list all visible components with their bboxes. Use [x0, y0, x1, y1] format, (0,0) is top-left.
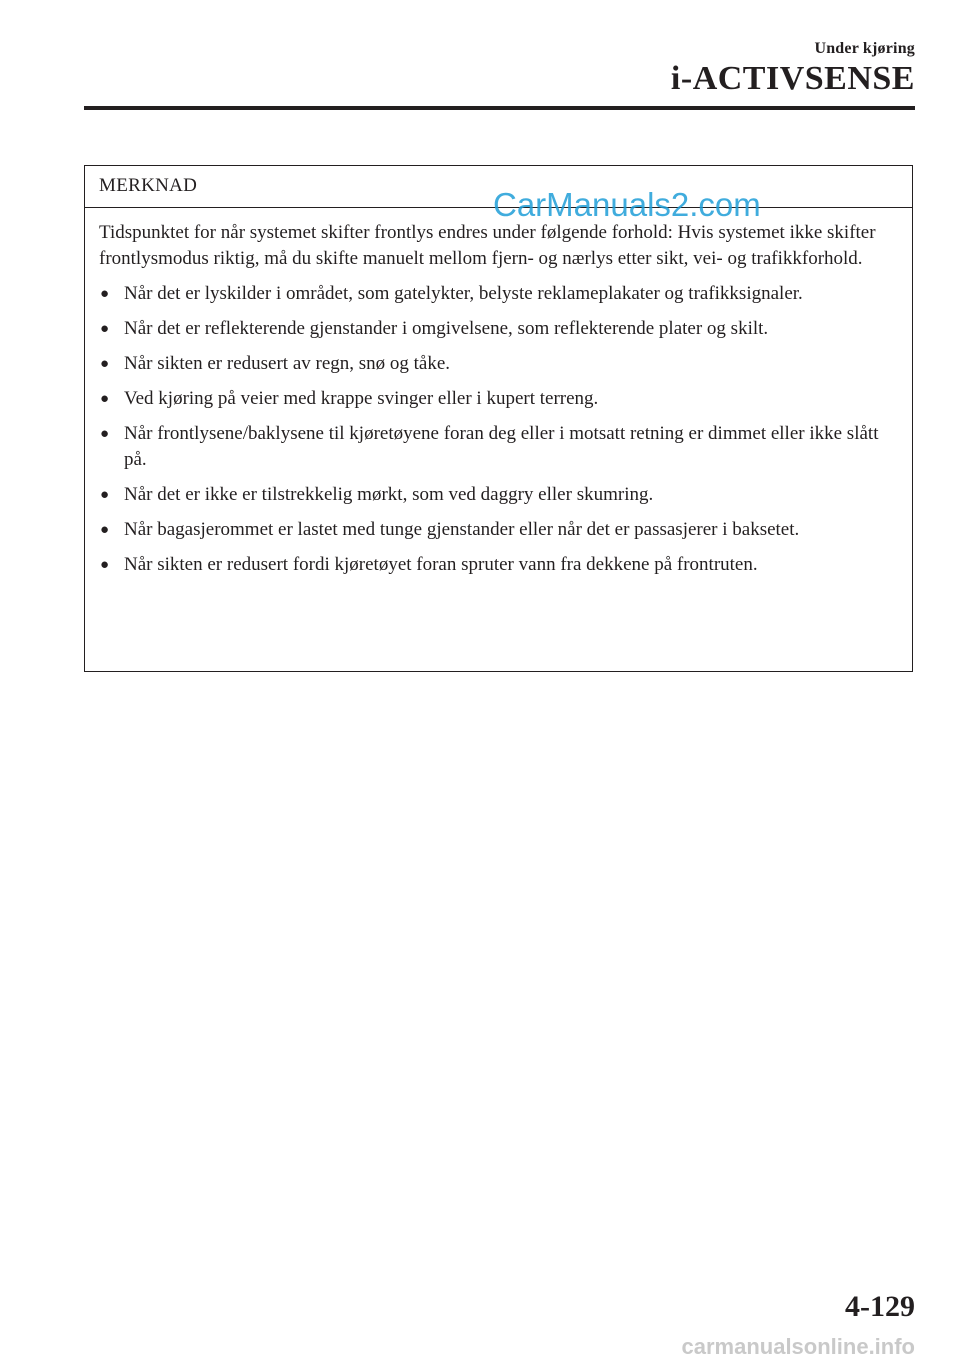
- bullet-icon: ●: [100, 286, 110, 302]
- bullet-icon: ●: [100, 557, 110, 573]
- list-item: [99, 552, 898, 578]
- note-box: [84, 165, 913, 672]
- list-item-text: Når bagasjerommet er lastet med tunge gjenstander eller når det er passasjerer i baksetet.: [124, 519, 800, 540]
- section-label: Under kjøring: [814, 40, 915, 57]
- list-item-text: Når det er reflekterende gjenstander i omgivelsene, som reflekterende plater og skilt.: [124, 318, 769, 339]
- list-item-text: Ved kjøring på veier med krappe svinger eller i kupert terreng.: [124, 388, 599, 409]
- bullet-icon: ●: [100, 391, 110, 407]
- note-bullet-list: [99, 281, 898, 578]
- note-intro: Tidspunktet for når systemet skifter frontlys endres under følgende forhold: Hvis systemet ikke skifter frontlysmodus riktig, må du skifte manuelt mellom fjern- og nærlys etter sikt, vei- og trafikkforhold.: [99, 222, 876, 269]
- list-item-text: Når det er ikke er tilstrekkelig mørkt, som ved daggry eller skumring.: [124, 484, 654, 505]
- list-item: [99, 386, 898, 412]
- bullet-icon: ●: [100, 487, 110, 503]
- list-item-text: Når sikten er redusert fordi kjøretøyet foran spruter vann fra dekkene på frontruten.: [124, 554, 758, 575]
- note-heading: MERKNAD: [85, 166, 912, 208]
- page-number: 4-129: [845, 1290, 915, 1323]
- list-item: [99, 281, 898, 307]
- list-item: [99, 421, 898, 473]
- footer-watermark: carmanualsonline.info: [681, 1334, 915, 1359]
- list-item: [99, 351, 898, 377]
- chapter-title: i-ACTIVSENSE: [670, 60, 915, 97]
- watermark-logo: CarManuals2.com: [493, 186, 761, 223]
- bullet-icon: ●: [100, 356, 110, 372]
- list-item-text: Når sikten er redusert av regn, snø og tåke.: [124, 353, 451, 374]
- list-item: [99, 517, 898, 543]
- bullet-icon: ●: [100, 426, 110, 442]
- bullet-icon: ●: [100, 321, 110, 337]
- header-rule: [84, 106, 915, 110]
- note-body: [85, 208, 912, 578]
- list-item-text: Når det er lyskilder i området, som gatelykter, belyste reklameplakater og trafikksignaler.: [124, 283, 803, 304]
- list-item-text: Når frontlysene/baklysene til kjøretøyene foran deg eller i motsatt retning er dimmet eller ikke slått på.: [124, 423, 879, 470]
- list-item: [99, 482, 898, 508]
- list-item: [99, 316, 898, 342]
- bullet-icon: ●: [100, 522, 110, 538]
